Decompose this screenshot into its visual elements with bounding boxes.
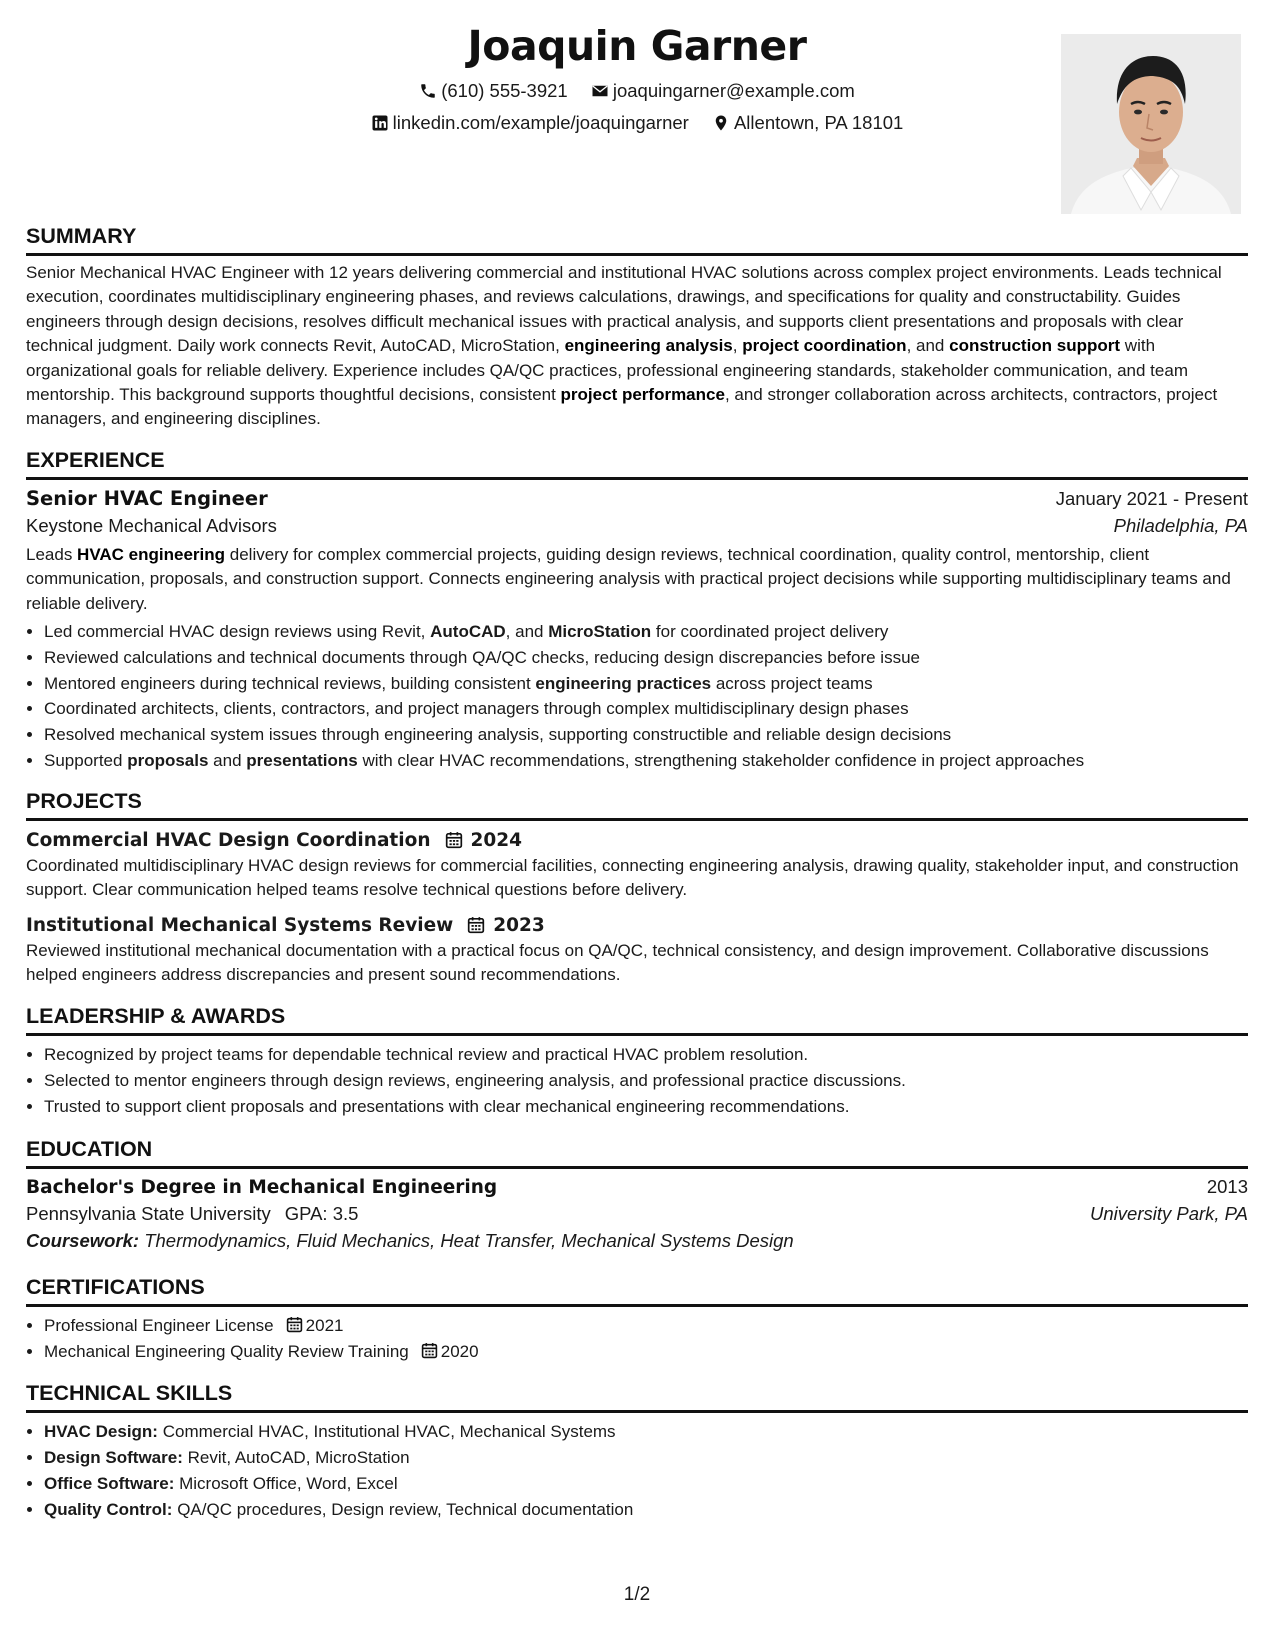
school-info [26, 1203, 358, 1225]
skills-heading: TECHNICAL SKILLS [26, 1379, 1248, 1413]
calendar-icon [421, 1342, 438, 1359]
list-item: • Design Software: Revit, AutoCAD, MicroStation [44, 1445, 1248, 1471]
project-description: Coordinated multidisciplinary HVAC design reviews for commercial facilities, connecting engineering analysis, drawing quality, stakeholder input, and construction support. Clear communication helped teams resolve technical questions before delivery. [26, 855, 1239, 900]
list-item: • Reviewed calculations and technical documents through QA/QC checks, reducing design discrepancies before issue [44, 645, 1248, 671]
calendar-icon [286, 1316, 303, 1333]
location-item [712, 112, 903, 134]
candidate-name: Joaquin Garner [467, 22, 807, 70]
leadership-heading: LEADERSHIP & AWARDS [26, 1002, 1248, 1036]
skills-section [26, 1379, 1248, 1522]
education-heading: EDUCATION [26, 1135, 1248, 1169]
email-item[interactable] [591, 80, 855, 102]
list-item: • Mechanical Engineering Quality Review Training 2020 [44, 1339, 1248, 1365]
list-item: • Coordinated architects, clients, contractors, and project managers through complex multidisciplinary design phases [44, 696, 1248, 722]
certifications-section [26, 1273, 1248, 1365]
page-number: 1/2 [623, 1584, 651, 1605]
leadership-section [26, 1002, 1248, 1119]
projects-heading: PROJECTS [26, 787, 1248, 821]
degree-name: Bachelor's Degree in Mechanical Engineering [26, 1176, 498, 1198]
coursework-list: Thermodynamics, Fluid Mechanics, Heat Transfer, Mechanical Systems Design [144, 1229, 794, 1251]
project-year: 2023 [493, 914, 545, 936]
project-title [26, 915, 1248, 936]
list-item: • Selected to mentor engineers through design reviews, engineering analysis, and professional practice discussions. [44, 1068, 1248, 1094]
list-item: • Trusted to support client proposals and presentations with clear mechanical engineering recommendations. [44, 1094, 1248, 1120]
job-location: Philadelphia, PA [1113, 514, 1248, 536]
coursework [26, 1230, 1248, 1252]
projects-section [26, 787, 1248, 988]
company-name: Keystone Mechanical Advisors [26, 514, 277, 536]
job-bullets [26, 619, 1248, 774]
job-dates: January 2021 - Present [1055, 487, 1248, 509]
map-pin-icon [712, 114, 730, 132]
list-item: • Office Software: Microsoft Office, Word, Excel [44, 1471, 1248, 1497]
calendar-icon [467, 916, 485, 934]
project-year: 2024 [470, 829, 522, 851]
list-item: • Recognized by project teams for dependable technical review and practical HVAC problem resolution. [44, 1042, 1248, 1068]
education-section [26, 1135, 1248, 1252]
list-item: • HVAC Design: Commercial HVAC, Institutional HVAC, Mechanical Systems [44, 1419, 1248, 1445]
linkedin-url[interactable]: linkedin.com/example/joaquingarner [392, 112, 689, 133]
school-row [26, 1203, 1248, 1225]
list-item: • Led commercial HVAC design reviews using Revit, AutoCAD, and MicroStation for coordinated project delivery [44, 619, 1248, 645]
project-name: Institutional Mechanical Systems Review [26, 914, 454, 936]
job-description: Leads HVAC engineering delivery for complex commercial projects, guiding design reviews, technical coordination, quality control, mentorship, client communication, proposals, and construction support. Connects engineering analysis with practical project decisions while supporting multidisciplinary teams and reliable delivery. [26, 544, 1231, 613]
leadership-list [26, 1042, 1248, 1119]
experience-section [26, 446, 1248, 774]
list-item: • Professional Engineer License 2021 [44, 1313, 1248, 1339]
list-item: • Quality Control: QA/QC procedures, Design review, Technical documentation [44, 1497, 1248, 1523]
project-description: Reviewed institutional mechanical documentation with a practical focus on QA/QC, technical consistency, and design improvement. Collaborative discussions helped engineers address discrepancies and present sound recommendations. [26, 940, 1209, 985]
resume-page [26, 0, 1248, 1650]
summary-text: Senior Mechanical HVAC Engineer with 12 years delivering commercial and institutional HVAC solutions across complex project environments. Leads technical execution, coordinates multidisciplinary engineering phases, and reviews calculations, drawings, and specifications for quality and constructability. Guides engineers through design decisions, resolves difficult mechanical issues with practical analysis, and supports client presentations and proposals with clear technical judgment. Daily work connects Revit, AutoCAD, MicroStation, engineering analysis, project coordination, and construction support with organizational goals for reliable delivery. Experience includes QA/QC practices, professional engineering standards, stakeholder communication, and team mentorship. This background supports thoughtful decisions, consistent project performance, and stronger collaboration across architects, contractors, project managers, and engineering disciplines. [26, 263, 1222, 429]
calendar-icon [445, 831, 463, 849]
envelope-icon [591, 82, 609, 100]
location-text: Allentown, PA 18101 [733, 112, 904, 133]
phone-number: (610) 555-3921 [441, 80, 568, 101]
resume-header [26, 0, 1248, 220]
skills-list [26, 1419, 1248, 1522]
list-item: • Mentored engineers during technical reviews, building consistent engineering practices across project teams [44, 671, 1248, 697]
project-name: Commercial HVAC Design Coordination [26, 829, 431, 851]
profile-portrait [1061, 34, 1241, 214]
certifications-heading: CERTIFICATIONS [26, 1273, 1248, 1307]
project-title [26, 830, 1248, 851]
summary-section [26, 222, 1248, 432]
degree-header [26, 1176, 1248, 1198]
profile-photo [1061, 34, 1241, 214]
job-title: Senior HVAC Engineer [26, 486, 268, 510]
phone-item [419, 80, 568, 102]
phone-icon [419, 82, 437, 100]
experience-heading: EXPERIENCE [26, 446, 1248, 480]
summary-heading: SUMMARY [26, 222, 1248, 256]
school-name: Pennsylvania State University [26, 1202, 271, 1224]
school-location: University Park, PA [1090, 1202, 1248, 1224]
linkedin-icon [371, 114, 389, 132]
graduation-year: 2013 [1206, 1175, 1248, 1197]
certifications-list [26, 1313, 1248, 1365]
job-header [26, 487, 1248, 510]
job-subheader [26, 515, 1248, 537]
list-item: • Supported proposals and presentations with clear HVAC recommendations, strengthening stakeholder confidence in project approaches [44, 748, 1248, 774]
email-address[interactable]: joaquingarner@example.com [612, 80, 855, 101]
linkedin-item[interactable] [371, 112, 689, 134]
gpa: GPA: 3.5 [284, 1202, 359, 1224]
coursework-label: Coursework: [26, 1229, 140, 1251]
list-item: • Resolved mechanical system issues through engineering analysis, supporting constructible and reliable design decisions [44, 722, 1248, 748]
